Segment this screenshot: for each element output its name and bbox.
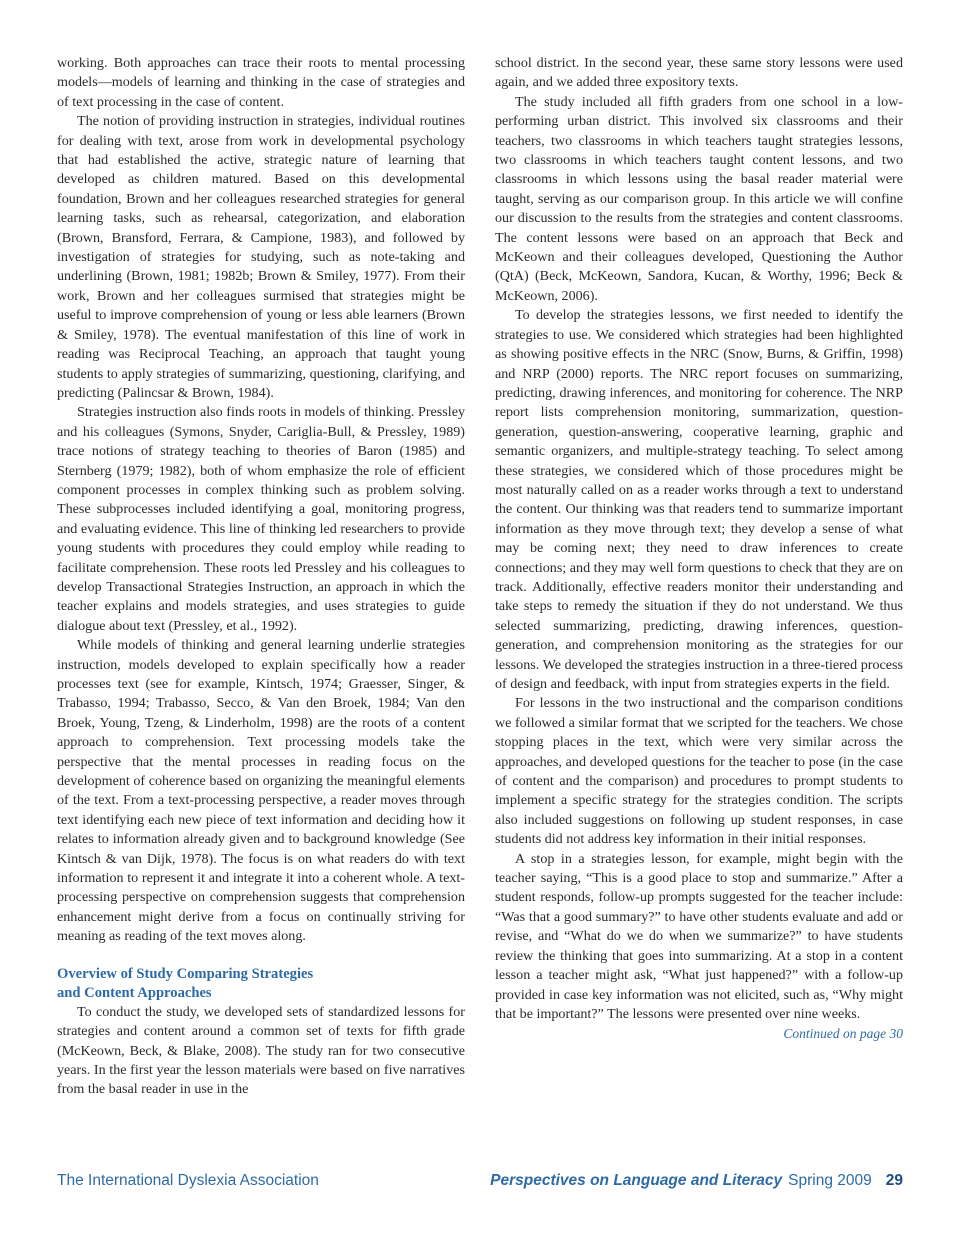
section-heading-line: Overview of Study Comparing Strategies xyxy=(57,965,314,982)
paragraph: working. Both approaches can trace their roots to mental processing models—models of learning and thinking in the case of strategies and of text processing in the case of content. xyxy=(57,55,465,110)
page-number: 29 xyxy=(885,1172,903,1189)
paragraph: To conduct the study, we developed sets of standardized lessons for strategies and content around a common set of texts for fifth grade (McKeown, Beck, & Blake, 2008). The study ran for two consecutive years. In the first year the lesson materials were based on five narratives from the basal reader in use in the xyxy=(57,1003,465,1098)
footer-organization: The International Dyslexia Association xyxy=(57,1172,319,1189)
footer-journal-title: Perspectives on Language and Literacy xyxy=(490,1172,783,1189)
paragraph: The notion of providing instruction in strategies, individual routines for dealing with text, arose from work in developmental psychology that had established the active, strategic nature of learning that developed as children matured. Based on this developmental foundation, Brown and her colleagues researched strategies for general learning tasks, such as rehearsal, categorization, and elaboration (Brown, Bransford, Ferrara, & Campione, 1983), and followed by investigation of strategies for studying, such as note-taking and underlining (Brown, 1981; 1982b; Brown & Smiley, 1977). From their work, Brown and her colleagues surmised that strategies might be useful to improve comprehension of young or less able learners (Brown & Smiley, 1978). The eventual manifestation of this line of work in reading was Reciprocal Teaching, an approach that taught young students to apply strategies of summarizing, questioning, clarifying, and predicting (Palincsar & Brown, 1984). xyxy=(57,113,465,401)
paragraph: The study included all fifth graders from one school in a low-performing urban district. This involved six classrooms and their teachers, two classrooms in which teachers taught strategies lessons, two classrooms in which teachers taught content lessons, and two classrooms in which lessons using the basal reader material were taught, serving as our comparison group. In this article we will confine our discussion to the results from the strategies and content classrooms. The content lessons were based on an approach that Beck and McKeown and their colleagues developed, Questioning the Author (QtA) (Beck, McKeown, Sandora, Kucan, & Worthy, 1996; Beck & McKeown, 2006). xyxy=(495,93,903,304)
paragraph: A stop in a strategies lesson, for example, might begin with the teacher saying, “This is a good place to stop and summarize.” After a student responds, follow-up prompts suggested for the teacher include: “Was that a good summary?” to have other students evaluate and add or revise, and “What do we do when we summarize?” to have students review the thinking that goes into summarizing. At a stop in a content lesson a teacher might ask, “What just happened?” with a follow-up provided in case key information was not elicited, such as, “Why might that be important?” The lessons were presented over nine weeks. xyxy=(495,850,903,1022)
section-heading xyxy=(57,965,465,1003)
paragraph: While models of thinking and general learning underlie strategies instruction, models developed to explain specifically how a reader processes text (see for example, Kintsch, 1974; Graesser, Singer, & Trabasso, 1994; Trabasso, Secco, & Van den Broek, 1984; Van den Broek, Young, Tzeng, & Linderholm, 1998) are the roots of a content approach to comprehension. Text processing models take the perspective that the mental processes in reading focus on the development of coherence based on organizing the meaningful elements of the text. From a text-processing perspective, a reader moves through text identifying each new piece of text information and deciding how it relates to information already given and to background knowledge (See Kintsch & van Dijk, 1978). The focus is on what readers do with text information to represent it and integrate it into a coherent whole. A text-processing perspective on comprehension suggests that comprehension enhancement might derive from a focus on continually striving for meaning as reading of the text moves along. xyxy=(57,637,465,945)
footer-publication xyxy=(490,1172,903,1190)
paragraph: For lessons in the two instructional and the comparison conditions we followed a similar format that we scripted for the teachers. We chose stopping places in the text, which were very similar across the approaches, and developed questions for the teacher to pose (in the case of content and the comparison) and procedures to prompt students to implement a specific strategy for the strategies condition. The scripts also included suggestions on following up student responses, in case students did not address key information in their initial responses. xyxy=(495,695,903,848)
continued-link[interactable]: Continued on page 30 xyxy=(783,1026,903,1042)
right-column xyxy=(495,54,903,1044)
page-footer xyxy=(57,1172,903,1194)
footer-issue-season: Spring 2009 xyxy=(788,1172,872,1189)
left-column xyxy=(57,54,465,1100)
section-heading-line: and Content Approaches xyxy=(57,984,212,1001)
paragraph: To develop the strategies lessons, we first needed to identify the strategies to use. We considered which strategies had been highlighted as showing positive effects in the NRC (Snow, Burns, & Griffin, 1998) and NRP (2000) reports. The NRC report focuses on summarizing, predicting, drawing inferences, and monitoring for coherence. The NRP report lists comprehension monitoring, summarization, question-generation, question-answering, cooperative learning, graphic and semantic organizers, and multiple-strategy teaching. To select among these strategies, we considered which of those procedures might be most naturally called on as a reader works through a text to understand the content. Our thinking was that readers tend to summarize important information as they move through text; they develop a sense of what may be coming next; they need to draw inferences to create connections; and they may well form questions to check that they are on track. Additionally, effective readers monitor their understanding and take steps to remedy the situation if they do not understand. We thus selected summarizing, predicting, drawing inferences, question-generation, and comprehension monitoring as the strategies for our lessons. We developed the strategies instruction in a three-tiered process of design and feedback, with input from strategies experts in the field. xyxy=(495,307,903,692)
paragraph: school district. In the second year, these same story lessons were used again, and we added three expository texts. xyxy=(495,55,903,91)
paragraph: Strategies instruction also finds roots in models of thinking. Pressley and his colleagues (Symons, Snyder, Cariglia-Bull, & Pressley, 1989) trace notions of strategy teaching to theories of Baron (1985) and Sternberg (1979; 1982), both of whom emphasize the role of efficient component processes in complex thinking such as problem solving. These subprocesses included identifying a goal, monitoring progress, and evaluating evidence. This line of thinking led researchers to provide young students with procedures they could employ while reading to facilitate comprehension. These roots led Pressley and his colleagues to develop Transactional Strategies Instruction, an approach in which the teacher explains and models strategies, and uses strategies to guide dialogue about text (Pressley, et al., 1992). xyxy=(57,404,465,634)
